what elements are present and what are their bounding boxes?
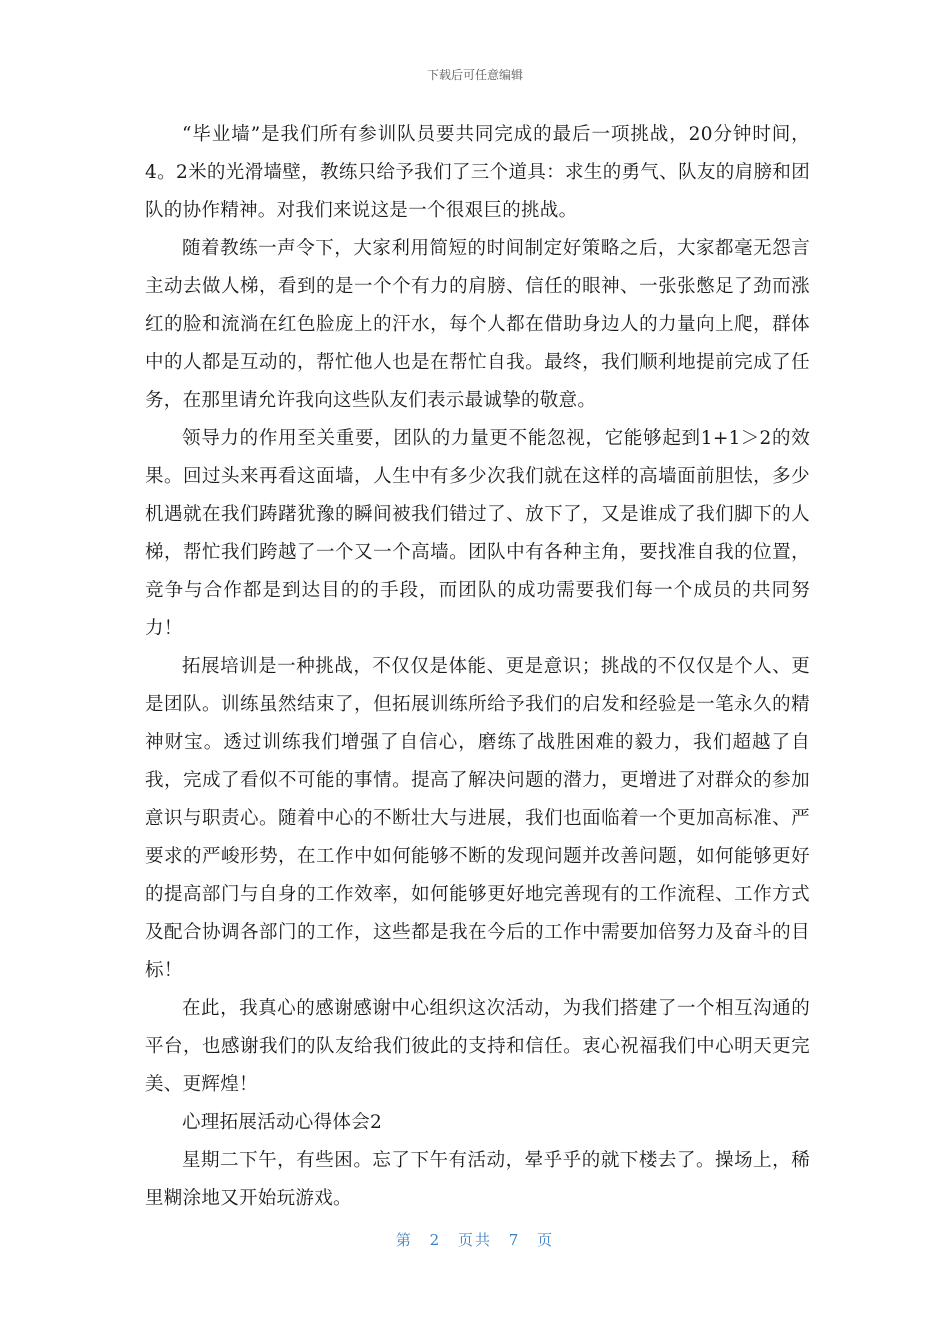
paragraph: 领导力的作用至关重要，团队的力量更不能忽视，它能够起到1+1＞2的效果。回过头来再看这面墙，人生中有多少次我们就在这样的高墙面前胆怯，多少机遇就在我们踌躇犹豫的瞬间被我们错过了、放下了，又是谁成了我们脚下的人梯，帮忙我们跨越了一个又一个高墙。团队中有各种主角，要找准自我的位置，竞争与合作都是到达目的的手段，而团队的成功需要我们每一个成员的共同努力！: [145, 428, 810, 639]
page-number: 第 2 页共 7 页: [395, 1231, 555, 1249]
page-header: 下载后可任意编辑: [426, 68, 523, 82]
paragraph: 随着教练一声令下，大家利用简短的时间制定好策略之后，大家都毫无怨言主动去做人梯，看到的是一个个有力的肩膀、信任的眼神、一张张憋足了劲而涨红的脸和流淌在红色脸庞上的汗水，每个人都在借助身边人的力量向上爬，群体中的人都是互动的，帮忙他人也是在帮忙自我。最终，我们顺利地提前完成了任务，在那里请允许我向这些队友们表示最诚挚的敬意。: [145, 238, 810, 411]
paragraph: 在此，我真心的感谢感谢中心组织这次活动，为我们搭建了一个相互沟通的平台，也感谢我们的队友给我们彼此的支持和信任。衷心祝福我们中心明天更完美、更辉煌！: [145, 998, 810, 1095]
paragraph: 拓展培训是一种挑战，不仅仅是体能、更是意识；挑战的不仅仅是个人、更是团队。训练虽然结束了，但拓展训练所给予我们的启发和经验是一笔永久的精神财宝。透过训练我们增强了自信心，磨练了战胜困难的毅力，我们超越了自我，完成了看似不可能的事情。提高了解决问题的潜力，更增进了对群众的参加意识与职责心。随着中心的不断壮大与进展，我们也面临着一个更加高标准、严要求的严峻形势，在工作中如何能够不断的发现问题并改善问题，如何能够更好的提高部门与自身的工作效率，如何能够更好地完善现有的工作流程、工作方式及配合协调各部门的工作，这些都是我在今后的工作中需要加倍努力及奋斗的目标！: [145, 656, 810, 981]
paragraph: 星期二下午，有些困。忘了下午有活动，晕乎乎的就下楼去了。操场上，稀里糊涂地又开始玩游戏。: [145, 1150, 810, 1209]
document-body: [145, 116, 810, 1218]
paragraph: “毕业墙”是我们所有参训队员要共同完成的最后一项挑战，20分钟时间，4。2米的光滑墙壁，教练只给予我们了三个道具：求生的勇气、队友的肩膀和团队的协作精神。对我们来说这是一个很艰巨的挑战。: [145, 124, 810, 221]
section-heading: 心理拓展活动心得体会2: [182, 1112, 383, 1133]
